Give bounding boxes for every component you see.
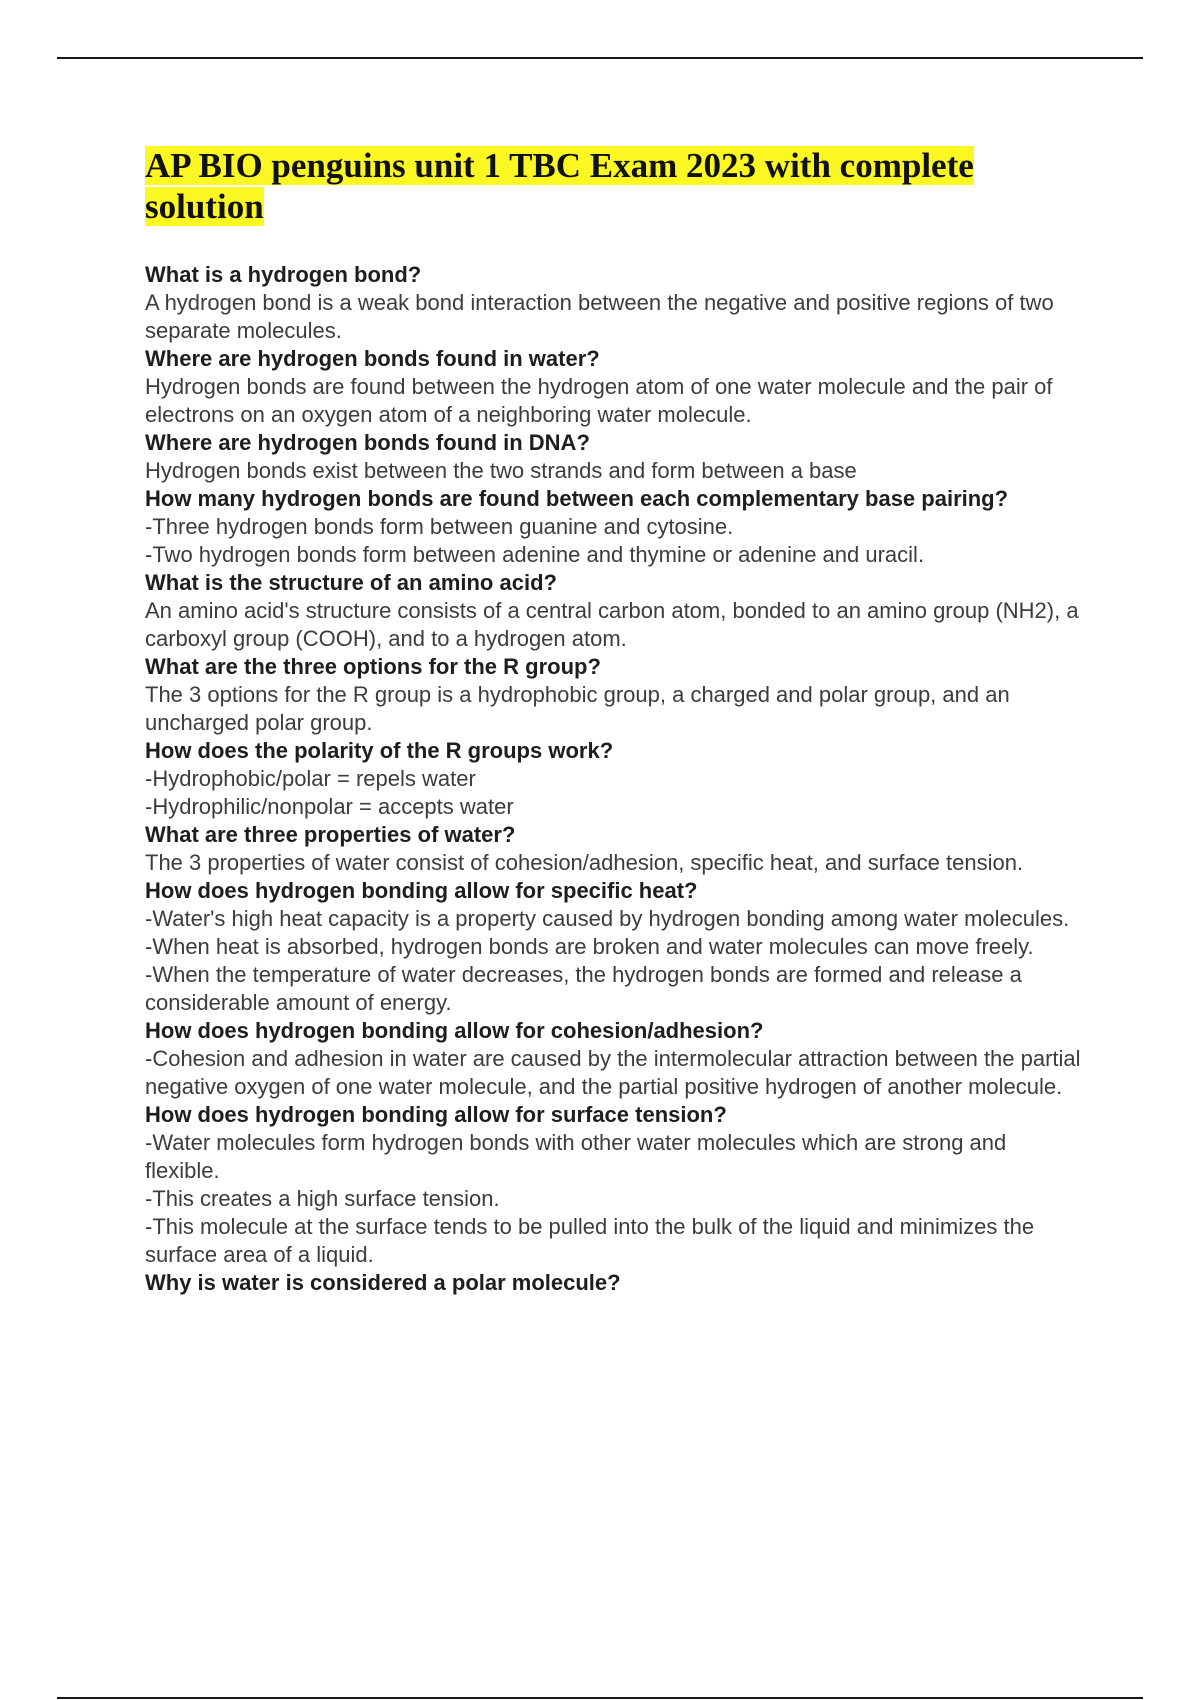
answer-line: Hydrogen bonds exist between the two strands and form between a base — [145, 458, 857, 483]
answer-line: -Hydrophilic/nonpolar = accepts water — [145, 794, 514, 819]
question: What is the structure of an amino acid? — [145, 570, 557, 595]
answer-line: The 3 properties of water consist of cohesion/adhesion, specific heat, and surface tension. — [145, 850, 1024, 875]
question: What are the three options for the R group? — [145, 654, 601, 679]
document-body — [145, 145, 1085, 1297]
question: Why is water is considered a polar molecule? — [145, 1270, 621, 1295]
answer-line: An amino acid's structure consists of a central carbon atom, bonded to an amino group (NH2), a carboxyl group (COOH), and to a hydrogen atom. — [145, 598, 1079, 651]
question: What is a hydrogen bond? — [145, 262, 422, 287]
answer-line: -Three hydrogen bonds form between guanine and cytosine. — [145, 514, 734, 539]
question: How many hydrogen bonds are found between each complementary base pairing? — [145, 486, 1009, 511]
answer-line: Hydrogen bonds are found between the hydrogen atom of one water molecule and the pair of electrons on an oxygen atom of a neighboring water molecule. — [145, 374, 1053, 427]
answer-line: -Two hydrogen bonds form between adenine and thymine or adenine and uracil. — [145, 542, 925, 567]
answer-line: -Hydrophobic/polar = repels water — [145, 766, 476, 791]
answer-line: The 3 options for the R group is a hydrophobic group, a charged and polar group, and an uncharged polar group. — [145, 682, 1010, 735]
answer-line: A hydrogen bond is a weak bond interaction between the negative and positive regions of two separate molecules. — [145, 290, 1054, 343]
document-title: AP BIO penguins unit 1 TBC Exam 2023 with complete solution — [145, 146, 974, 226]
answer-line: -This molecule at the surface tends to be pulled into the bulk of the liquid and minimizes the surface area of a liquid. — [145, 1214, 1035, 1267]
answer-line: -When the temperature of water decreases, the hydrogen bonds are formed and release a considerable amount of energy. — [145, 962, 1022, 1015]
answer-line: -This creates a high surface tension. — [145, 1186, 500, 1211]
question: How does the polarity of the R groups work? — [145, 738, 614, 763]
answer-line: -When heat is absorbed, hydrogen bonds are broken and water molecules can move freely. — [145, 934, 1034, 959]
answer-line: -Water's high heat capacity is a property caused by hydrogen bonding among water molecules. — [145, 906, 1070, 931]
question: How does hydrogen bonding allow for specific heat? — [145, 878, 698, 903]
question: Where are hydrogen bonds found in DNA? — [145, 430, 590, 455]
question: What are three properties of water? — [145, 822, 516, 847]
question: How does hydrogen bonding allow for surface tension? — [145, 1102, 727, 1127]
question: Where are hydrogen bonds found in water? — [145, 346, 600, 371]
bottom-rule — [57, 1697, 1143, 1699]
question: How does hydrogen bonding allow for cohesion/adhesion? — [145, 1018, 764, 1043]
top-rule — [57, 57, 1143, 59]
answer-line: -Cohesion and adhesion in water are caused by the intermolecular attraction between the partial negative oxygen of one water molecule, and the partial positive hydrogen of another molecule. — [145, 1046, 1081, 1099]
qa-list — [145, 261, 1085, 1297]
answer-line: -Water molecules form hydrogen bonds with other water molecules which are strong and flexible. — [145, 1130, 1007, 1183]
